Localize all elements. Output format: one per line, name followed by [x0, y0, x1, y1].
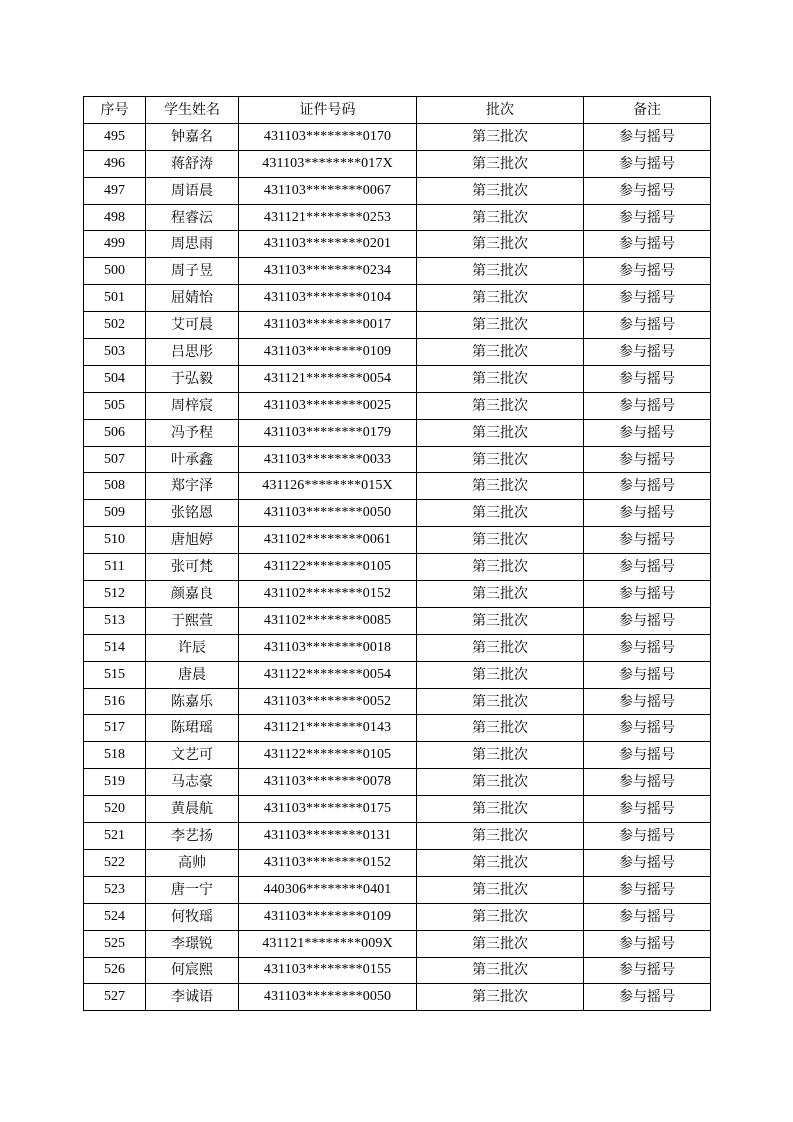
table-row: [84, 823, 711, 850]
table-row: [84, 688, 711, 715]
batch-cell: 第三批次: [417, 365, 584, 392]
batch-cell: 第三批次: [417, 930, 584, 957]
name-cell: 叶承鑫: [146, 446, 239, 473]
batch-cell: 第三批次: [417, 312, 584, 339]
note-cell: 参与摇号: [584, 177, 711, 204]
id-number-cell: 431103********0018: [239, 634, 417, 661]
seq-cell: 507: [84, 446, 146, 473]
batch-cell: 第三批次: [417, 634, 584, 661]
seq-cell: 509: [84, 500, 146, 527]
name-cell: 张铭恩: [146, 500, 239, 527]
note-cell: 参与摇号: [584, 392, 711, 419]
seq-cell: 500: [84, 258, 146, 285]
name-cell: 张可梵: [146, 554, 239, 581]
roster-table: [83, 96, 711, 1011]
batch-cell: 第三批次: [417, 554, 584, 581]
table-row: [84, 607, 711, 634]
id-number-cell: 431122********0054: [239, 661, 417, 688]
name-cell: 许辰: [146, 634, 239, 661]
id-number-cell: 431121********0253: [239, 204, 417, 231]
batch-cell: 第三批次: [417, 742, 584, 769]
batch-cell: 第三批次: [417, 903, 584, 930]
id-number-cell: 431103********0052: [239, 688, 417, 715]
note-cell: 参与摇号: [584, 930, 711, 957]
batch-cell: 第三批次: [417, 339, 584, 366]
id-number-cell: 431103********0050: [239, 984, 417, 1011]
seq-cell: 496: [84, 150, 146, 177]
table-row: [84, 500, 711, 527]
seq-cell: 527: [84, 984, 146, 1011]
id-number-cell: 440306********0401: [239, 876, 417, 903]
name-cell: 周语晨: [146, 177, 239, 204]
batch-cell: 第三批次: [417, 984, 584, 1011]
table-row: [84, 123, 711, 150]
table-row: [84, 661, 711, 688]
seq-cell: 524: [84, 903, 146, 930]
batch-cell: 第三批次: [417, 285, 584, 312]
name-cell: 陈珺瑶: [146, 715, 239, 742]
name-cell: 高帅: [146, 849, 239, 876]
batch-cell: 第三批次: [417, 473, 584, 500]
id-number-cell: 431103********0025: [239, 392, 417, 419]
table-row: [84, 177, 711, 204]
seq-cell: 508: [84, 473, 146, 500]
table-row: [84, 419, 711, 446]
seq-cell: 511: [84, 554, 146, 581]
table-row: [84, 365, 711, 392]
note-cell: 参与摇号: [584, 903, 711, 930]
note-cell: 参与摇号: [584, 204, 711, 231]
id-number-cell: 431102********0085: [239, 607, 417, 634]
seq-cell: 513: [84, 607, 146, 634]
table-row: [84, 796, 711, 823]
id-number-cell: 431126********015X: [239, 473, 417, 500]
note-cell: 参与摇号: [584, 984, 711, 1011]
id-number-cell: 431122********0105: [239, 742, 417, 769]
batch-cell: 第三批次: [417, 581, 584, 608]
note-cell: 参与摇号: [584, 957, 711, 984]
name-cell: 于熙萱: [146, 607, 239, 634]
header-row: [84, 97, 711, 124]
name-cell: 屈婧怡: [146, 285, 239, 312]
name-cell: 李璟锐: [146, 930, 239, 957]
id-number-cell: 431103********0201: [239, 231, 417, 258]
note-cell: 参与摇号: [584, 258, 711, 285]
note-cell: 参与摇号: [584, 446, 711, 473]
id-number-cell: 431103********0017: [239, 312, 417, 339]
header-batch: 批次: [417, 97, 584, 124]
batch-cell: 第三批次: [417, 849, 584, 876]
note-cell: 参与摇号: [584, 715, 711, 742]
name-cell: 马志豪: [146, 769, 239, 796]
note-cell: 参与摇号: [584, 769, 711, 796]
table-row: [84, 930, 711, 957]
note-cell: 参与摇号: [584, 150, 711, 177]
seq-cell: 523: [84, 876, 146, 903]
seq-cell: 518: [84, 742, 146, 769]
seq-cell: 505: [84, 392, 146, 419]
batch-cell: 第三批次: [417, 177, 584, 204]
seq-cell: 498: [84, 204, 146, 231]
id-number-cell: 431122********0105: [239, 554, 417, 581]
batch-cell: 第三批次: [417, 823, 584, 850]
seq-cell: 525: [84, 930, 146, 957]
header-note: 备注: [584, 97, 711, 124]
batch-cell: 第三批次: [417, 446, 584, 473]
name-cell: 李诚语: [146, 984, 239, 1011]
table-row: [84, 392, 711, 419]
name-cell: 周梓宸: [146, 392, 239, 419]
name-cell: 唐晨: [146, 661, 239, 688]
name-cell: 周思雨: [146, 231, 239, 258]
note-cell: 参与摇号: [584, 823, 711, 850]
batch-cell: 第三批次: [417, 796, 584, 823]
id-number-cell: 431102********0152: [239, 581, 417, 608]
table-row: [84, 473, 711, 500]
note-cell: 参与摇号: [584, 742, 711, 769]
note-cell: 参与摇号: [584, 231, 711, 258]
id-number-cell: 431103********0131: [239, 823, 417, 850]
table-row: [84, 849, 711, 876]
id-number-cell: 431103********0078: [239, 769, 417, 796]
note-cell: 参与摇号: [584, 285, 711, 312]
seq-cell: 506: [84, 419, 146, 446]
seq-cell: 515: [84, 661, 146, 688]
table-row: [84, 769, 711, 796]
name-cell: 陈嘉乐: [146, 688, 239, 715]
id-number-cell: 431103********0109: [239, 903, 417, 930]
batch-cell: 第三批次: [417, 204, 584, 231]
table-row: [84, 554, 711, 581]
name-cell: 周子昱: [146, 258, 239, 285]
seq-cell: 510: [84, 527, 146, 554]
batch-cell: 第三批次: [417, 957, 584, 984]
note-cell: 参与摇号: [584, 849, 711, 876]
seq-cell: 512: [84, 581, 146, 608]
table-row: [84, 285, 711, 312]
batch-cell: 第三批次: [417, 150, 584, 177]
note-cell: 参与摇号: [584, 661, 711, 688]
note-cell: 参与摇号: [584, 581, 711, 608]
id-number-cell: 431103********0234: [239, 258, 417, 285]
table-row: [84, 903, 711, 930]
note-cell: 参与摇号: [584, 419, 711, 446]
name-cell: 何宸熙: [146, 957, 239, 984]
note-cell: 参与摇号: [584, 312, 711, 339]
seq-cell: 501: [84, 285, 146, 312]
seq-cell: 497: [84, 177, 146, 204]
table-row: [84, 742, 711, 769]
table-row: [84, 527, 711, 554]
batch-cell: 第三批次: [417, 661, 584, 688]
seq-cell: 499: [84, 231, 146, 258]
seq-cell: 514: [84, 634, 146, 661]
batch-cell: 第三批次: [417, 231, 584, 258]
note-cell: 参与摇号: [584, 500, 711, 527]
roster-body: [84, 123, 711, 1010]
name-cell: 程睿沄: [146, 204, 239, 231]
id-number-cell: 431103********0179: [239, 419, 417, 446]
table-row: [84, 715, 711, 742]
table-row: [84, 150, 711, 177]
name-cell: 唐一宁: [146, 876, 239, 903]
id-number-cell: 431103********0155: [239, 957, 417, 984]
batch-cell: 第三批次: [417, 688, 584, 715]
header-id: 证件号码: [239, 97, 417, 124]
name-cell: 蒋舒涛: [146, 150, 239, 177]
roster-sheet: [83, 96, 711, 1011]
table-row: [84, 876, 711, 903]
note-cell: 参与摇号: [584, 796, 711, 823]
table-row: [84, 258, 711, 285]
note-cell: 参与摇号: [584, 527, 711, 554]
seq-cell: 521: [84, 823, 146, 850]
batch-cell: 第三批次: [417, 715, 584, 742]
note-cell: 参与摇号: [584, 876, 711, 903]
batch-cell: 第三批次: [417, 392, 584, 419]
seq-cell: 504: [84, 365, 146, 392]
batch-cell: 第三批次: [417, 769, 584, 796]
id-number-cell: 431103********0033: [239, 446, 417, 473]
table-row: [84, 204, 711, 231]
id-number-cell: 431102********0061: [239, 527, 417, 554]
note-cell: 参与摇号: [584, 607, 711, 634]
batch-cell: 第三批次: [417, 500, 584, 527]
seq-cell: 517: [84, 715, 146, 742]
table-row: [84, 957, 711, 984]
name-cell: 钟嘉名: [146, 123, 239, 150]
id-number-cell: 431103********0067: [239, 177, 417, 204]
name-cell: 何牧瑶: [146, 903, 239, 930]
id-number-cell: 431121********0143: [239, 715, 417, 742]
note-cell: 参与摇号: [584, 123, 711, 150]
batch-cell: 第三批次: [417, 607, 584, 634]
name-cell: 黄晨航: [146, 796, 239, 823]
note-cell: 参与摇号: [584, 554, 711, 581]
name-cell: 文艺可: [146, 742, 239, 769]
id-number-cell: 431121********0054: [239, 365, 417, 392]
seq-cell: 520: [84, 796, 146, 823]
batch-cell: 第三批次: [417, 123, 584, 150]
seq-cell: 526: [84, 957, 146, 984]
name-cell: 唐旭婷: [146, 527, 239, 554]
name-cell: 艾可晨: [146, 312, 239, 339]
table-row: [84, 231, 711, 258]
table-row: [84, 446, 711, 473]
id-number-cell: 431121********009X: [239, 930, 417, 957]
table-row: [84, 984, 711, 1011]
seq-cell: 502: [84, 312, 146, 339]
header-name: 学生姓名: [146, 97, 239, 124]
table-row: [84, 312, 711, 339]
batch-cell: 第三批次: [417, 876, 584, 903]
id-number-cell: 431103********0170: [239, 123, 417, 150]
note-cell: 参与摇号: [584, 688, 711, 715]
note-cell: 参与摇号: [584, 473, 711, 500]
id-number-cell: 431103********0104: [239, 285, 417, 312]
name-cell: 郑宇泽: [146, 473, 239, 500]
seq-cell: 503: [84, 339, 146, 366]
seq-cell: 522: [84, 849, 146, 876]
seq-cell: 495: [84, 123, 146, 150]
seq-cell: 516: [84, 688, 146, 715]
batch-cell: 第三批次: [417, 527, 584, 554]
name-cell: 李艺扬: [146, 823, 239, 850]
note-cell: 参与摇号: [584, 634, 711, 661]
table-row: [84, 581, 711, 608]
name-cell: 颜嘉良: [146, 581, 239, 608]
id-number-cell: 431103********0152: [239, 849, 417, 876]
batch-cell: 第三批次: [417, 419, 584, 446]
id-number-cell: 431103********017X: [239, 150, 417, 177]
id-number-cell: 431103********0050: [239, 500, 417, 527]
id-number-cell: 431103********0109: [239, 339, 417, 366]
seq-cell: 519: [84, 769, 146, 796]
table-row: [84, 634, 711, 661]
name-cell: 吕思彤: [146, 339, 239, 366]
name-cell: 于弘毅: [146, 365, 239, 392]
note-cell: 参与摇号: [584, 339, 711, 366]
note-cell: 参与摇号: [584, 365, 711, 392]
id-number-cell: 431103********0175: [239, 796, 417, 823]
table-row: [84, 339, 711, 366]
header-seq: 序号: [84, 97, 146, 124]
name-cell: 冯予程: [146, 419, 239, 446]
batch-cell: 第三批次: [417, 258, 584, 285]
